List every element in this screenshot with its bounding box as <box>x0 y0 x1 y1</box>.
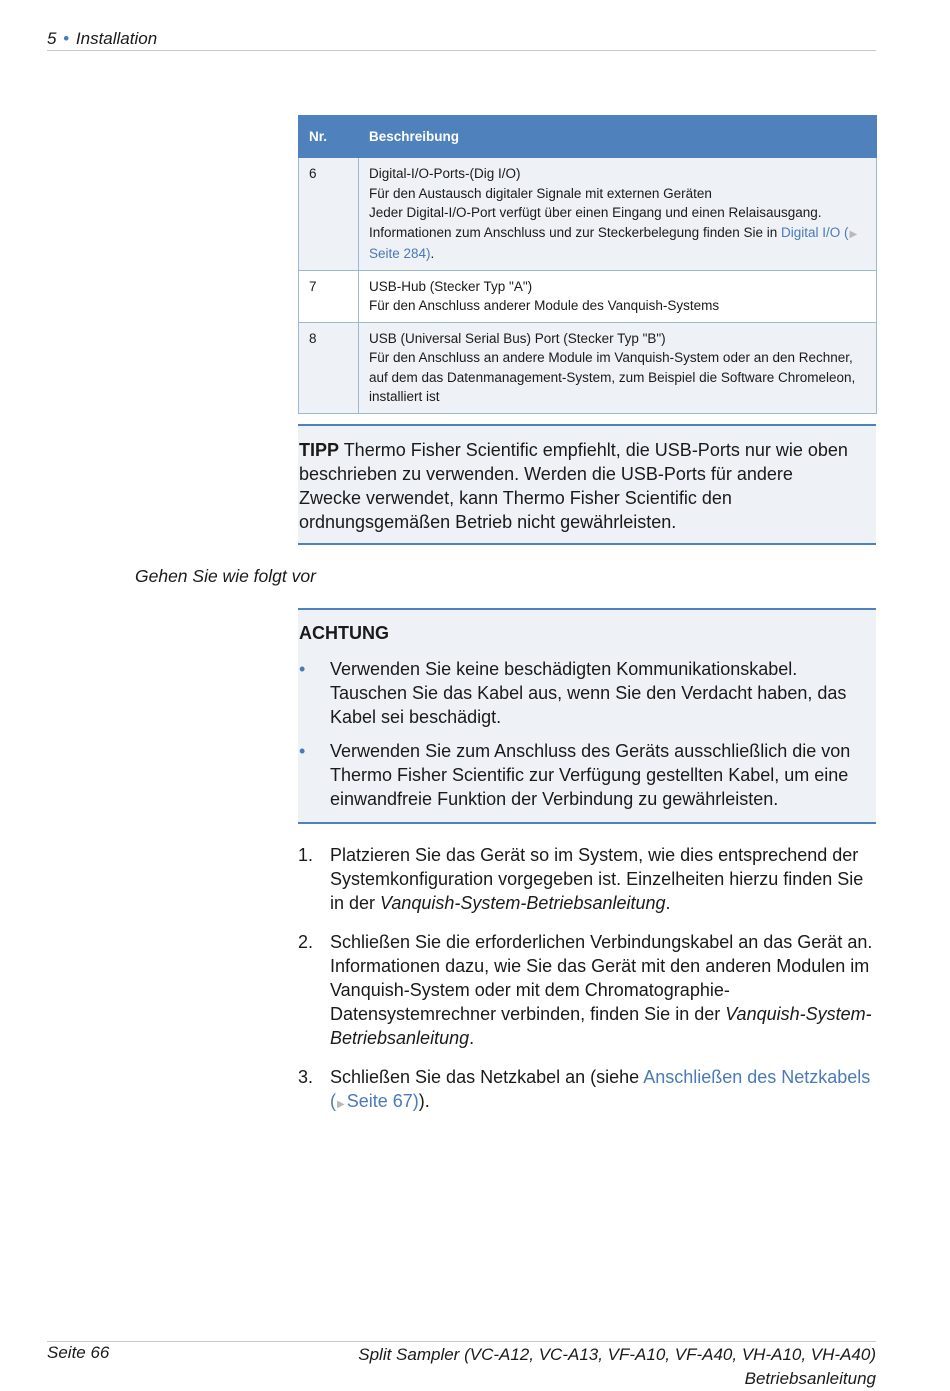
tip-body: Thermo Fisher Scientific empfiehlt, die USB-Ports nur wie oben beschrieben zu verwenden. Werden die USB-Ports für andere Zwecke verwendet, kann Thermo Fisher Scientific den ordnungsgemäßen Betrieb nicht gewährleisten. <box>299 440 848 532</box>
table-row <box>299 322 877 413</box>
step-number: 2. <box>298 932 314 952</box>
column-header-nr: Nr. <box>299 116 359 158</box>
description-line: Für den Austausch digitaler Signale mit externen Geräten <box>369 185 712 201</box>
footer-divider <box>47 1341 876 1342</box>
step-number: 3. <box>298 1067 314 1087</box>
row-description <box>359 322 877 413</box>
step-end: ). <box>418 1091 430 1111</box>
description-line: Für den Anschluss an andere Module im Vanquish-System oder an den Rechner, auf dem das Datenmanagement-System, zum Beispiel die Software Chromeleon, installiert ist <box>369 350 856 404</box>
step-text <box>330 843 876 915</box>
row-description <box>359 158 877 271</box>
step-text <box>330 930 876 1050</box>
step-end: . <box>665 893 671 913</box>
right-triangle-icon: ▶ <box>849 228 858 240</box>
tip-text <box>299 438 859 534</box>
bullet-icon: • <box>299 741 306 761</box>
trailing-punctuation: . <box>430 246 435 261</box>
table-row <box>299 158 877 271</box>
tip-label: TIPP <box>299 440 340 460</box>
row-number: 8 <box>299 322 359 413</box>
procedure-step <box>298 843 876 915</box>
description-line: USB-Hub (Stecker Typ "A") <box>369 278 533 294</box>
step-number: 1. <box>298 845 314 865</box>
description-line: Digital-I/O-Ports-(Dig I/O) <box>369 166 521 181</box>
right-triangle-icon: ▶ <box>337 1099 345 1110</box>
document-title-line: Betriebsanleitung <box>744 1369 876 1388</box>
header-divider <box>47 50 876 51</box>
link-page: Seite 67) <box>346 1091 419 1111</box>
row-description <box>359 270 877 322</box>
attention-item-text: Verwenden Sie zum Anschluss des Geräts ausschließlich die von Thermo Fisher Scientific zur Verfügung gestellten Kabel, um eine einwandfreie Funktion der Verbindung zu gewährleisten. <box>330 741 851 809</box>
procedure-step <box>298 930 876 1050</box>
row-number: 7 <box>299 270 359 322</box>
link-text: Anschließen des Netzkabels ( <box>330 1067 871 1111</box>
step-body: Schließen Sie das Netzkabel an (siehe <box>330 1067 644 1087</box>
link-text: Digital I/O ( <box>781 224 849 240</box>
page-number: Seite 66 <box>47 1343 110 1362</box>
attention-box <box>298 608 876 824</box>
attention-title: ACHTUNG <box>299 623 389 643</box>
description-line: Jeder Digital-I/O-Port verfügt über einen Eingang und einen Relaisausgang. <box>369 205 822 220</box>
link-page: Seite 284) <box>369 246 431 261</box>
manual-reference: Vanquish-System-Betriebsanleitung <box>330 1004 872 1048</box>
column-header-description: Beschreibung <box>359 116 877 158</box>
chapter-number: 5 <box>47 29 57 48</box>
description-line: Für den Anschluss anderer Module des Vanquish-Systems <box>369 298 720 313</box>
step-text <box>330 1065 876 1117</box>
bullet-icon: • <box>299 659 306 679</box>
table-header-row <box>299 116 877 158</box>
document-title <box>358 1343 876 1391</box>
attention-item <box>299 739 874 811</box>
attention-item-text: Verwenden Sie keine beschädigten Kommunikationskabel. Tauschen Sie das Kabel aus, wenn Sie den Verdacht haben, das Kabel sei beschädigt. <box>330 659 847 727</box>
header-separator: • <box>63 29 70 48</box>
document-title-line: Split Sampler (VC-A12, VC-A13, VF-A10, VF-A40, VH-A10, VH-A40) <box>358 1345 876 1364</box>
tip-box <box>298 424 876 545</box>
step-end: . <box>469 1028 475 1048</box>
procedure-step <box>298 1065 876 1117</box>
description-line <box>369 223 866 264</box>
row-number: 6 <box>299 158 359 271</box>
description-text: Informationen zum Anschluss und zur Steckerbelegung finden Sie in <box>369 224 781 240</box>
chapter-title: Installation <box>75 29 158 48</box>
step-body: Schließen Sie die erforderlichen Verbindungskabel an das Gerät an. Informationen dazu, wie Sie das Gerät mit den anderen Modulen im Vanquish-System oder mit dem Chromatographie-Datensystemrechner verbinden, finden Sie in der <box>330 932 873 1024</box>
manual-reference: Vanquish-System-Betriebsanleitung <box>380 893 666 913</box>
ports-table <box>298 115 877 414</box>
procedure-heading: Gehen Sie wie folgt vor <box>135 566 316 586</box>
description-line: USB (Universal Serial Bus) Port (Stecker Typ "B") <box>369 330 666 346</box>
running-header <box>47 29 157 49</box>
step-body: Platzieren Sie das Gerät so im System, wie dies entsprechend der Systemkonfiguration vorgegeben ist. Einzelheiten hierzu finden Sie in der <box>330 845 864 913</box>
table-row <box>299 270 877 322</box>
attention-item <box>299 657 874 729</box>
